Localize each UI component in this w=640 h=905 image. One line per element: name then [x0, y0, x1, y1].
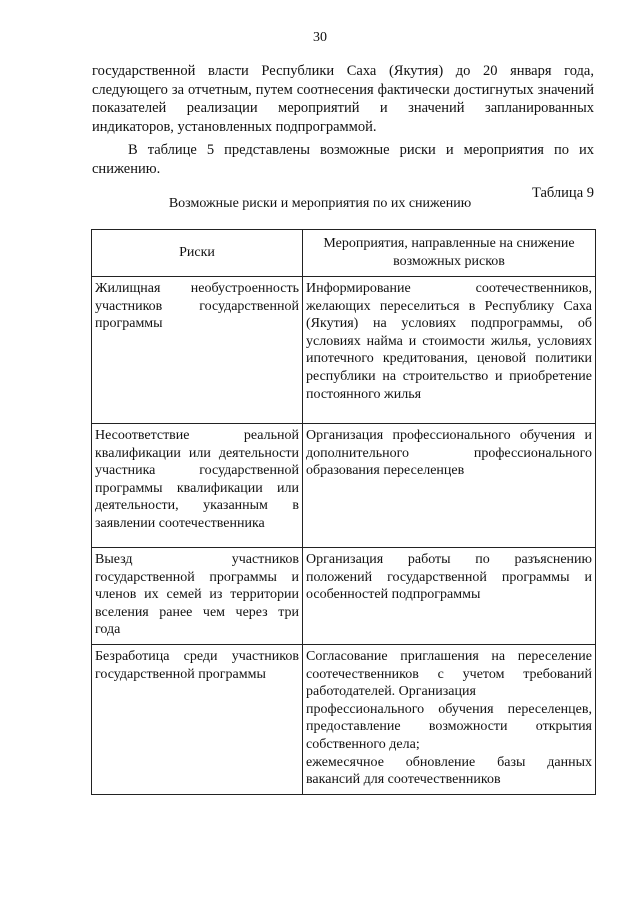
- measure-line: Согласование приглашения на переселение соотечественников с учетом требований работодателей. Организация: [306, 648, 592, 700]
- header-measures: Мероприятия, направленные на снижение возможных рисков: [303, 230, 596, 277]
- risks-table: [91, 229, 596, 795]
- table-label: Таблица 9: [531, 185, 594, 201]
- paragraph-table-reference: В таблице 5 представлены возможные риски и мероприятия по их снижению.: [92, 142, 594, 177]
- table-title: Возможные риски и мероприятия по их снижению: [168, 196, 472, 211]
- page-number: 30: [313, 30, 327, 45]
- table-row: [92, 548, 596, 645]
- table-row: [92, 277, 596, 424]
- measure-line: профессионального обучения переселенцев, предоставление возможности открытия собственного дела;: [306, 701, 592, 752]
- header-risks: Риски: [92, 230, 303, 277]
- measures-cell: Организация работы по разъяснению положений государственной программы и особенностей подпрограммы: [303, 548, 596, 645]
- risk-cell: Безработица среди участников государственной программы: [92, 644, 303, 794]
- measures-cell: Информирование соотечественников, желающих переселиться в Республику Саха (Якутия) на условиях подпрограммы, об условиях найма и стоимости жилья, условиях ипотечного кредитования, ценовой политики республики на строительство и приобретение постоянного жилья: [303, 277, 596, 424]
- table-header-row: [92, 230, 596, 277]
- measures-cell: Организация профессионального обучения и дополнительного профессионального образования переселенцев: [303, 424, 596, 548]
- measures-cell: [303, 644, 596, 794]
- paragraph-intro: государственной власти Республики Саха (Якутия) до 20 января года, следующего за отчетным, путем соотнесения фактически достигнутых значений показателей реализации мероприятий и значений запланированных индикаторов, установленных подпрограммой.: [92, 63, 594, 135]
- table-row: [92, 644, 596, 794]
- risk-cell: Выезд участников государственной программы и членов их семей из территории вселения ранее чем через три года: [92, 548, 303, 645]
- risk-cell: Жилищная необустроенность участников государственной программы: [92, 277, 303, 424]
- measure-line: ежемесячное обновление базы данных вакансий для соотечественников: [306, 754, 592, 788]
- risk-cell: Несоответствие реальной квалификации или деятельности участника государственной программы квалификации или деятельности, указанным в заявлении соотечественника: [92, 424, 303, 548]
- table-row: [92, 424, 596, 548]
